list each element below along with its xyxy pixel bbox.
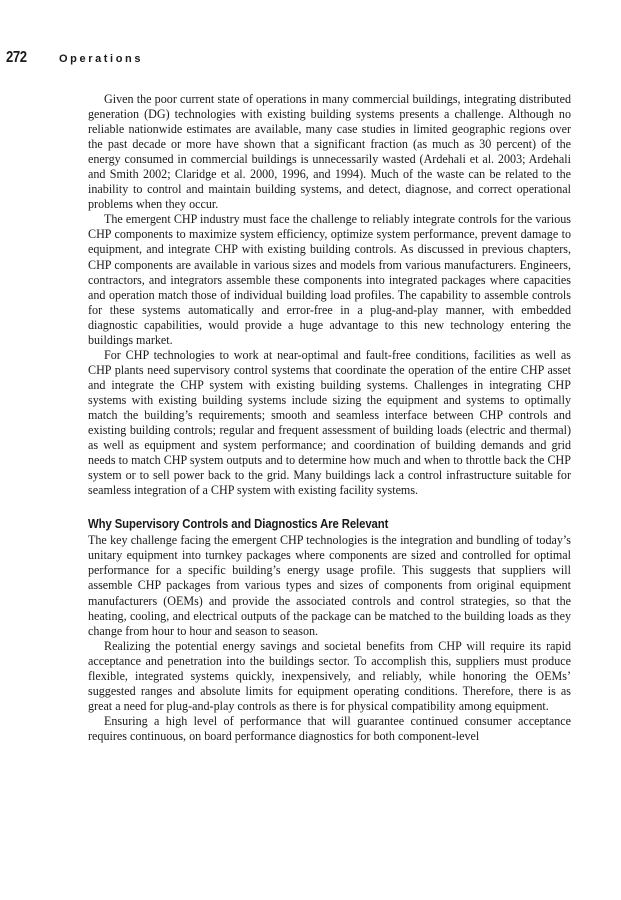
section-heading: Why Supervisory Controls and Diagnostics Are Relevant [88,517,389,532]
paragraph-chp-controls-challenge: The emergent CHP industry must face the challenge to reliably integrate controls for the various CHP components to maximize system efficiency, optimize system performance, prevent damage to equipment, and integrate CHP with existing building controls. As discussed in previous chapters, CHP components are available in various sizes and models from various manufacturers. Engineers, contractors, and integrators assemble these components into integrated packages where capacities and operation match those of individual building load profiles. The capability to assemble controls for these systems automatically and error-free in a plug-and-play manner, with embedded diagnostic capabilities, would provide a huge advantage to this new technology entering the buildings market. [88,212,571,347]
paragraph-supervisory-control-needs: For CHP technologies to work at near-optimal and fault-free conditions, facilities as well as CHP plants need supervisory control systems that coordinate the operation of the entire CHP asset and integrate the CHP system with existing building systems. Challenges in integrating CHP systems with existing building systems include sizing the equipment and systems to optimally match the building’s requirements; smooth and seamless interface between CHP controls and existing building controls; regular and frequent assessment of building loads (electric and thermal) as well as equipment and system performance; and coordination of building demands and grid needs to match CHP system outputs and to determine how much and when to throttle back the CHP system or to sell power back to the grid. Many buildings lack a control infrastructure suitable for seamless integration of a CHP system with existing facility systems. [88,347,571,498]
running-head [6,49,143,67]
body-text [88,92,571,744]
paragraph-energy-savings: Realizing the potential energy savings and societal benefits from CHP will require its rapid acceptance and penetration into the buildings sector. To accomplish this, suppliers must produce flexible, integrated systems quickly, inexpensively, and reliably, while honoring the OEMs’ suggested ranges and absolute limits for equipment operating conditions. Therefore, there is as great a need for plug-and-play controls as there is for physical compatibility among equipment. [88,638,571,713]
paragraph-performance-diagnostics: Ensuring a high level of performance that will guarantee continued consumer acceptance requires continuous, on board performance diagnostics for both component-level [88,713,571,743]
page-number: 272 [6,49,27,66]
paragraph-key-challenge: The key challenge facing the emergent CHP technologies is the integration and bundling of today’s unitary equipment into turnkey packages where components are sized and controlled for optimal performance for a specific building’s energy usage profile. This suggests that suppliers will assemble CHP packages from various types and sizes of components from original equipment manufacturers (OEMs) and provide the associated controls and control strategies, so that the heating, cooling, and electrical outputs of the package can be matched to the building loads as they change from hour to hour and season to season. [88,533,571,638]
paragraph-dg-integration: Given the poor current state of operations in many commercial buildings, integrating distributed generation (DG) technologies with existing building systems presents a challenge. Although no reliable nationwide estimates are available, many case studies in limited geographic regions over the past decade or more have shown that a significant fraction (as much as 30 percent) of the energy consumed in commercial buildings is unnecessarily wasted (Ardehali et al. 2003; Ardehali and Smith 2002; Claridge et al. 2000, 1996, and 1994). Much of the waste can be related to the inability to control and maintain building systems, and detect, diagnose, and correct operational problems when they occur. [88,92,571,212]
chapter-title: Operations [59,53,144,65]
